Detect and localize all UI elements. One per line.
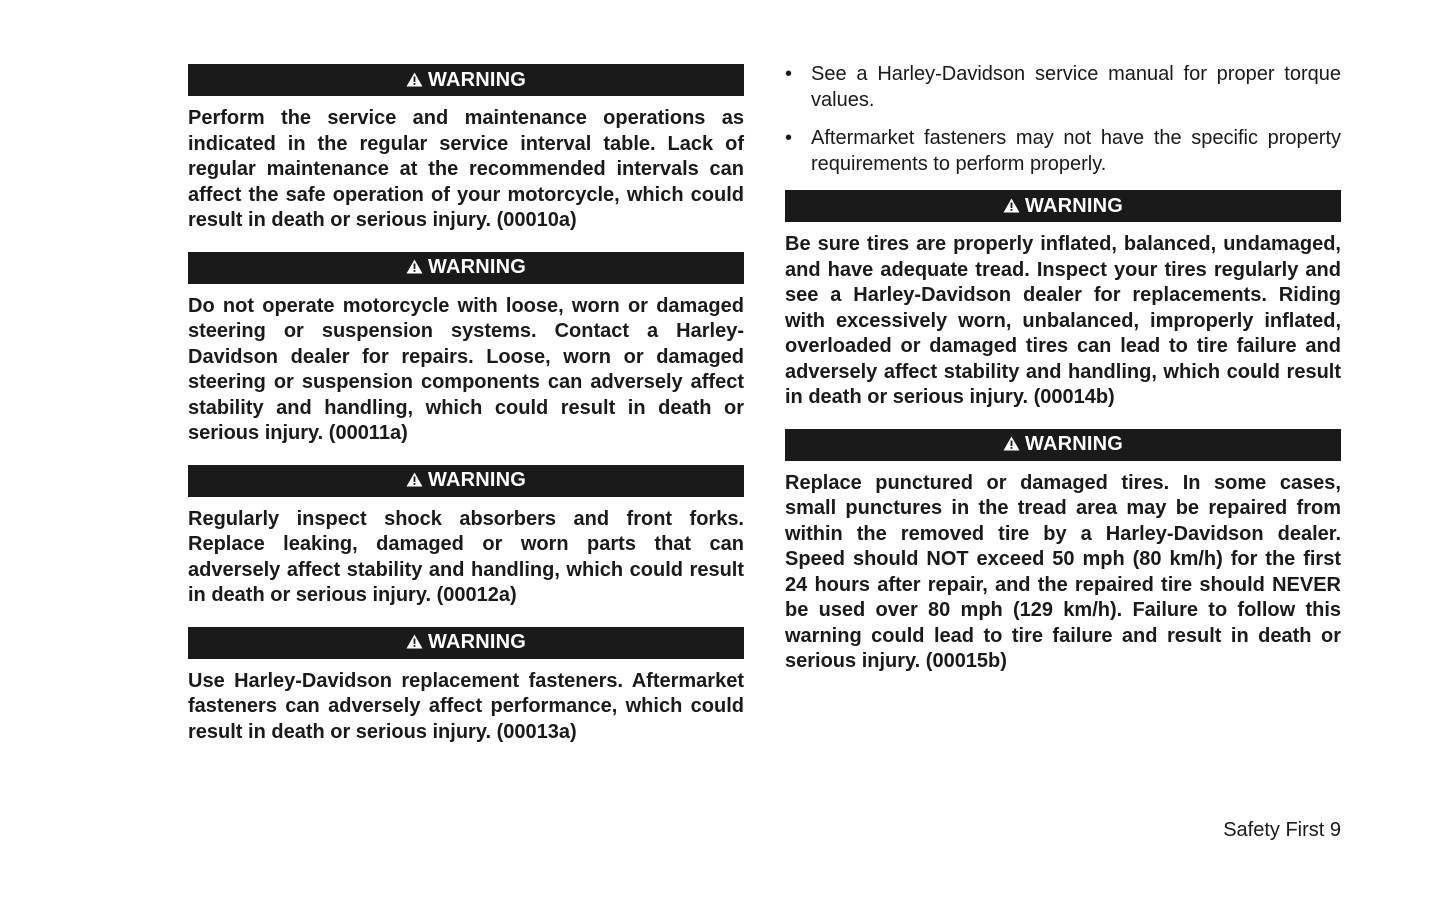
warning-label: WARNING	[427, 256, 527, 278]
warning-triangle-icon	[1003, 436, 1020, 451]
warning-triangle-icon	[406, 72, 423, 87]
warning-header	[785, 429, 1341, 461]
warning-block	[188, 465, 744, 609]
warning-triangle-icon	[406, 259, 423, 274]
warning-block	[188, 64, 744, 234]
warning-block	[785, 190, 1341, 411]
bullet-text: See a Harley-Davidson service manual for proper torque values.	[811, 63, 1341, 111]
warning-label: WARNING	[427, 469, 527, 491]
bullet-list	[785, 62, 1341, 177]
right-column	[785, 62, 1341, 693]
warning-triangle-icon	[1003, 198, 1020, 213]
bullet-icon: •	[785, 127, 793, 149]
warning-label: WARNING	[1024, 433, 1124, 455]
warning-text: Regularly inspect shock absorbers and front forks. Replace leaking, damaged or worn parts that can adversely affect stability and handling, which could result in death or serious injury. (00012a)	[188, 507, 744, 606]
warning-text: Do not operate motorcycle with loose, worn or damaged steering or suspension systems. Contact a Harley-Davidson dealer for repairs. Loose, worn or damaged steering or suspension components can adversely affect stability and handling, which could result in death or serious injury. (00011a)	[188, 294, 744, 444]
warning-header	[188, 252, 744, 284]
warning-text: Replace punctured or damaged tires. In some cases, small punctures in the tread area may be repaired from within the removed tire by a Harley-Davidson dealer. Speed should NOT exceed 50 mph (80 km/h) for the first 24 hours after repair, and the repaired tire should NEVER be used over 80 mph (129 km/h). Failure to follow this warning could lead to tire failure and result in death or serious injury. (00015b)	[785, 471, 1341, 672]
warning-triangle-icon	[406, 634, 423, 649]
left-column	[188, 64, 744, 763]
warning-header	[188, 64, 744, 96]
page-footer: Safety First 9	[1223, 819, 1341, 841]
warning-text: Be sure tires are properly inflated, balanced, undamaged, and have adequate tread. Inspect your tires regularly and see a Harley-Davidson dealer for replacements. Riding with excessively worn, unbalanced, improperly inflated, overloaded or damaged tires can lead to tire failure and adversely affect stability and handling, which could result in death or serious injury. (00014b)	[785, 233, 1341, 408]
warning-block	[188, 627, 744, 746]
warning-header	[188, 465, 744, 497]
warning-block	[785, 429, 1341, 675]
warning-label: WARNING	[427, 631, 527, 653]
warning-header	[188, 627, 744, 659]
warning-triangle-icon	[406, 472, 423, 487]
bullet-icon: •	[785, 63, 793, 85]
warning-text: Perform the service and maintenance operations as indicated in the regular service interval table. Lack of regular maintenance at the recommended intervals can affect the safe operation of your motorcycle, which could result in death or serious injury. (00010a)	[188, 107, 744, 231]
warning-label: WARNING	[1024, 194, 1124, 217]
warning-label: WARNING	[427, 68, 527, 91]
warning-text: Use Harley-Davidson replacement fasteners. Aftermarket fasteners can adversely affect performance, which could result in death or serious injury. (00013a)	[188, 669, 744, 743]
warning-header	[785, 190, 1341, 222]
list-item	[785, 126, 1341, 177]
list-item	[785, 62, 1341, 113]
warning-block	[188, 252, 744, 447]
bullet-text: Aftermarket fasteners may not have the specific property requirements to perform properly.	[811, 127, 1341, 175]
